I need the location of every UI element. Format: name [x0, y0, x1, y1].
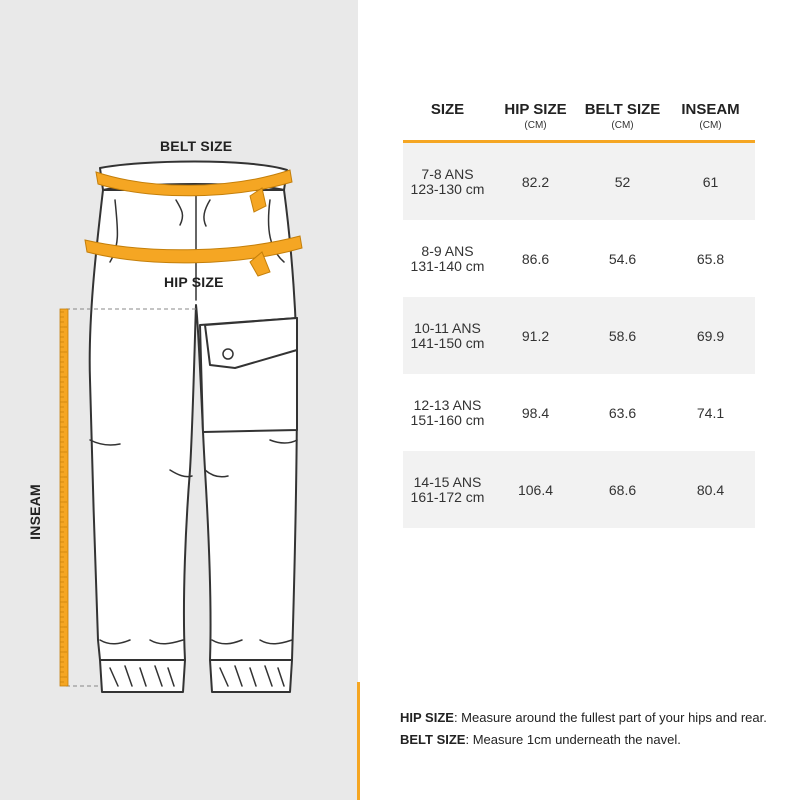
belt-cell: 58.6 — [579, 297, 666, 374]
pocket-button-icon — [223, 349, 233, 359]
table-row — [403, 374, 755, 451]
header-belt-size: BELT SIZE (CM) — [584, 101, 661, 131]
table-header-row — [403, 98, 755, 140]
header-size: SIZE — [430, 101, 465, 118]
hip-note-term: HIP SIZE — [400, 710, 454, 725]
size-cell: 14-15 ANS 161-172 cm — [403, 451, 492, 528]
measurement-notes — [400, 707, 767, 751]
hip-note-text: : Measure around the fullest part of your hips and rear. — [453, 710, 767, 725]
size-chart-table — [403, 98, 755, 528]
inseam-cell: 61 — [666, 143, 755, 220]
belt-cell: 54.6 — [608, 250, 637, 267]
pants-outline — [90, 162, 297, 693]
pants-diagram — [0, 0, 358, 800]
header-hip-size: HIP SIZE (CM) — [504, 101, 567, 131]
hip-size-label: HIP SIZE — [164, 274, 224, 290]
inseam-cell: 74.1 — [696, 404, 725, 421]
table-row — [403, 143, 755, 220]
hip-cell: 86.6 — [521, 250, 550, 267]
belt-cell: 52 — [579, 143, 666, 220]
hip-cell: 106.4 — [492, 451, 579, 528]
belt-note-text: : Measure 1cm underneath the navel. — [465, 732, 681, 747]
inseam-cell: 65.8 — [696, 250, 725, 267]
inseam-cell: 69.9 — [666, 297, 755, 374]
hip-note — [400, 707, 767, 729]
inseam-cell: 80.4 — [666, 451, 755, 528]
belt-cell: 68.6 — [579, 451, 666, 528]
size-cell: 10-11 ANS 141-150 cm — [403, 297, 492, 374]
belt-note-term: BELT SIZE — [400, 732, 466, 747]
hip-cell: 82.2 — [492, 143, 579, 220]
header-inseam: INSEAM (CM) — [681, 101, 740, 131]
size-cell: 12-13 ANS 151-160 cm — [410, 396, 485, 428]
inseam-label: INSEAM — [27, 484, 43, 540]
belt-note — [400, 729, 767, 751]
hip-cell: 91.2 — [492, 297, 579, 374]
table-row — [403, 220, 755, 297]
hip-cell: 98.4 — [521, 404, 550, 421]
inseam-tape — [60, 309, 68, 686]
size-cell: 8-9 ANS 131-140 cm — [410, 242, 485, 274]
table-row — [403, 297, 755, 374]
belt-size-label: BELT SIZE — [160, 138, 233, 154]
belt-cell: 63.6 — [608, 404, 637, 421]
table-row — [403, 451, 755, 528]
size-cell: 7-8 ANS 123-130 cm — [403, 143, 492, 220]
